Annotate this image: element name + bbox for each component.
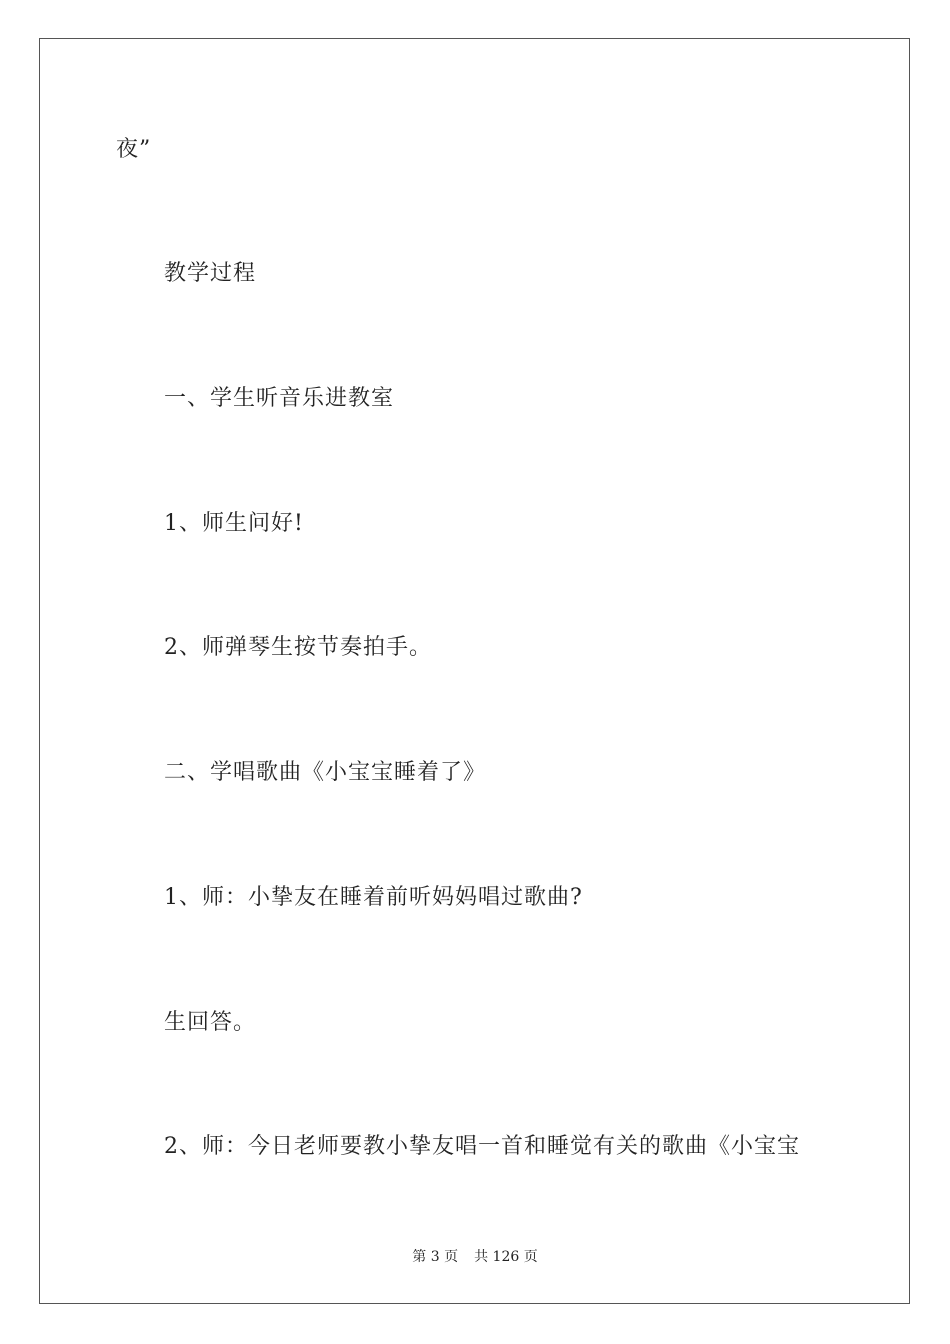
text-line-student-answer: 生回答。 — [164, 1010, 257, 1035]
text-line-rhythm-clap: 2、师弹琴生按节奏拍手。 — [164, 635, 432, 660]
page-border — [39, 38, 910, 1304]
page-total: 共 126 页 — [474, 1249, 538, 1265]
text-line-step-one: 一、学生听音乐进教室 — [164, 386, 395, 411]
text-line-step-two: 二、学唱歌曲《小宝宝睡着了》 — [164, 760, 487, 785]
section-heading-teaching-process: 教学过程 — [164, 261, 257, 286]
text-line-greeting: 1、师生问好! — [164, 511, 304, 536]
text-line-teacher-question: 1、师：小挚友在睡着前听妈妈唱过歌曲? — [164, 885, 583, 910]
text-line-continuation: 夜” — [116, 137, 152, 162]
page-footer — [0, 1248, 950, 1266]
text-line-teacher-intro: 2、师：今日老师要教小挚友唱一首和睡觉有关的歌曲《小宝宝 — [164, 1134, 800, 1159]
page-number: 第 3 页 — [412, 1249, 459, 1265]
